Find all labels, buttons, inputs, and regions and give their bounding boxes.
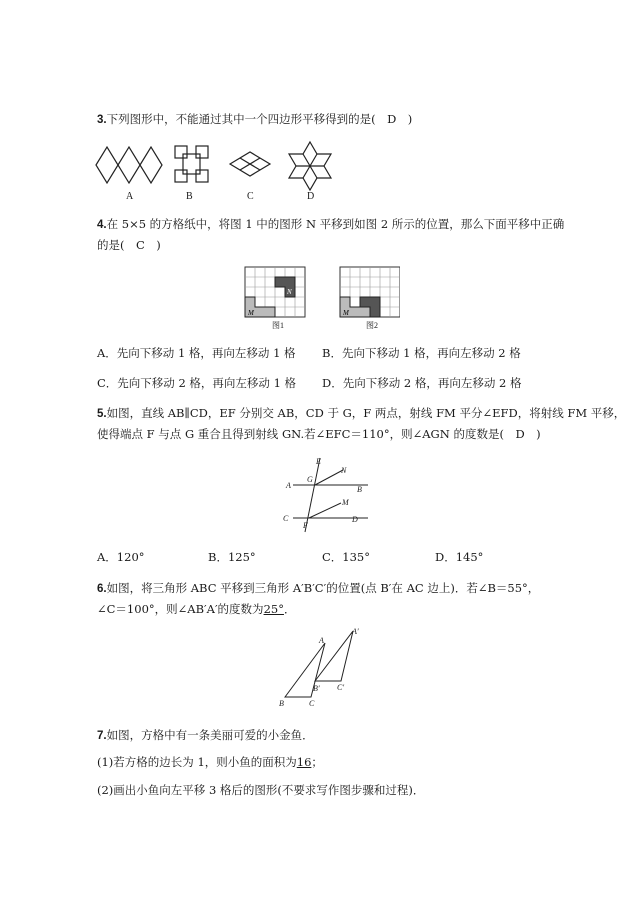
- q5-option-a: A．120°: [97, 550, 145, 564]
- fig2-caption: 图2: [366, 321, 378, 330]
- label-a: A: [126, 191, 134, 202]
- svg-text:N: N: [287, 288, 292, 296]
- svg-text:B′: B′: [313, 684, 320, 693]
- svg-text:M: M: [248, 309, 254, 317]
- svg-text:B: B: [279, 699, 284, 708]
- q4-text-line1: 4.在 5×5 的方格纸中，将图 1 中的图形 N 平移到如图 2 所示的位置，那么下面平移中正确: [97, 217, 565, 231]
- figure-b: [175, 146, 208, 182]
- svg-text:C′: C′: [337, 683, 345, 692]
- svg-text:E: E: [316, 457, 321, 466]
- q4-option-a: A．先向下移动 1 格，再向左移动 1 格: [97, 346, 296, 360]
- svg-text:M: M: [342, 498, 349, 507]
- svg-text:F: F: [303, 521, 308, 530]
- figure-a: [96, 147, 162, 183]
- q6-answer: 25°: [263, 602, 284, 616]
- svg-text:A: A: [286, 481, 291, 490]
- svg-text:M: M: [343, 309, 349, 317]
- q4-text-line2: 的是( C ): [97, 238, 161, 252]
- fig1-caption: 图1: [272, 321, 284, 330]
- svg-text:D: D: [352, 515, 358, 524]
- q5-option-b: B．125°: [208, 550, 256, 564]
- grid-1: [245, 267, 305, 317]
- q4-option-c: C．先向下移动 2 格，再向左移动 1 格: [97, 376, 297, 390]
- q5-option-d: D．145°: [435, 550, 484, 564]
- q7-answer: 16: [296, 755, 312, 769]
- ray-fm: [309, 503, 341, 518]
- q6-figure: [275, 625, 375, 710]
- svg-text:G: G: [307, 475, 313, 484]
- q6-text-line2: ∠C＝100°，则∠AB′A′的度数为25°．: [97, 602, 296, 616]
- q7-text: 7.如图，方格中有一条美丽可爱的小金鱼．: [97, 728, 314, 742]
- figure-c: [230, 152, 270, 176]
- label-d: D: [307, 191, 315, 202]
- svg-text:A: A: [319, 636, 324, 645]
- svg-text:C: C: [283, 514, 289, 523]
- label-b: B: [186, 191, 193, 202]
- q4-option-d: D．先向下移动 2 格，再向左移动 2 格: [322, 376, 522, 390]
- svg-text:A′: A′: [352, 627, 359, 636]
- q6-text-line1: 6.如图，将三角形 ABC 平移到三角形 A′B′C′的位置(点 B′在 AC 边上)．若∠B＝55°，: [97, 581, 540, 595]
- label-c: C: [247, 191, 254, 202]
- ray-gn: [315, 470, 343, 485]
- q3-text: 3.下列图形中，不能通过其中一个四边形平移得到的是( D ): [97, 112, 413, 126]
- q5-text-line1: 5.如图，直线 AB∥CD，EF 分别交 AB，CD 于 G，F 两点，射线 FM 平分∠EFD，将射线 FM 平移，: [97, 406, 626, 420]
- grid-2: [340, 267, 400, 317]
- svg-text:B: B: [357, 485, 362, 494]
- q5-text-line2: 使得端点 F 与点 G 重合且得到射线 GN.若∠EFC＝110°，则∠AGN 的度数是( D ): [97, 427, 541, 441]
- q4-option-b: B．先向下移动 1 格，再向左移动 2 格: [322, 346, 521, 360]
- svg-text:C: C: [309, 699, 315, 708]
- q7-part2: (2)画出小鱼向左平移 3 格后的图形(不要求写作图步骤和过程)．: [97, 783, 425, 797]
- q5-figure: [278, 455, 378, 535]
- q5-option-c: C．135°: [322, 550, 370, 564]
- q7-part1: (1)若方格的边长为 1，则小鱼的面积为16；: [97, 755, 323, 769]
- figure-d: [289, 142, 331, 190]
- svg-text:N: N: [341, 466, 347, 475]
